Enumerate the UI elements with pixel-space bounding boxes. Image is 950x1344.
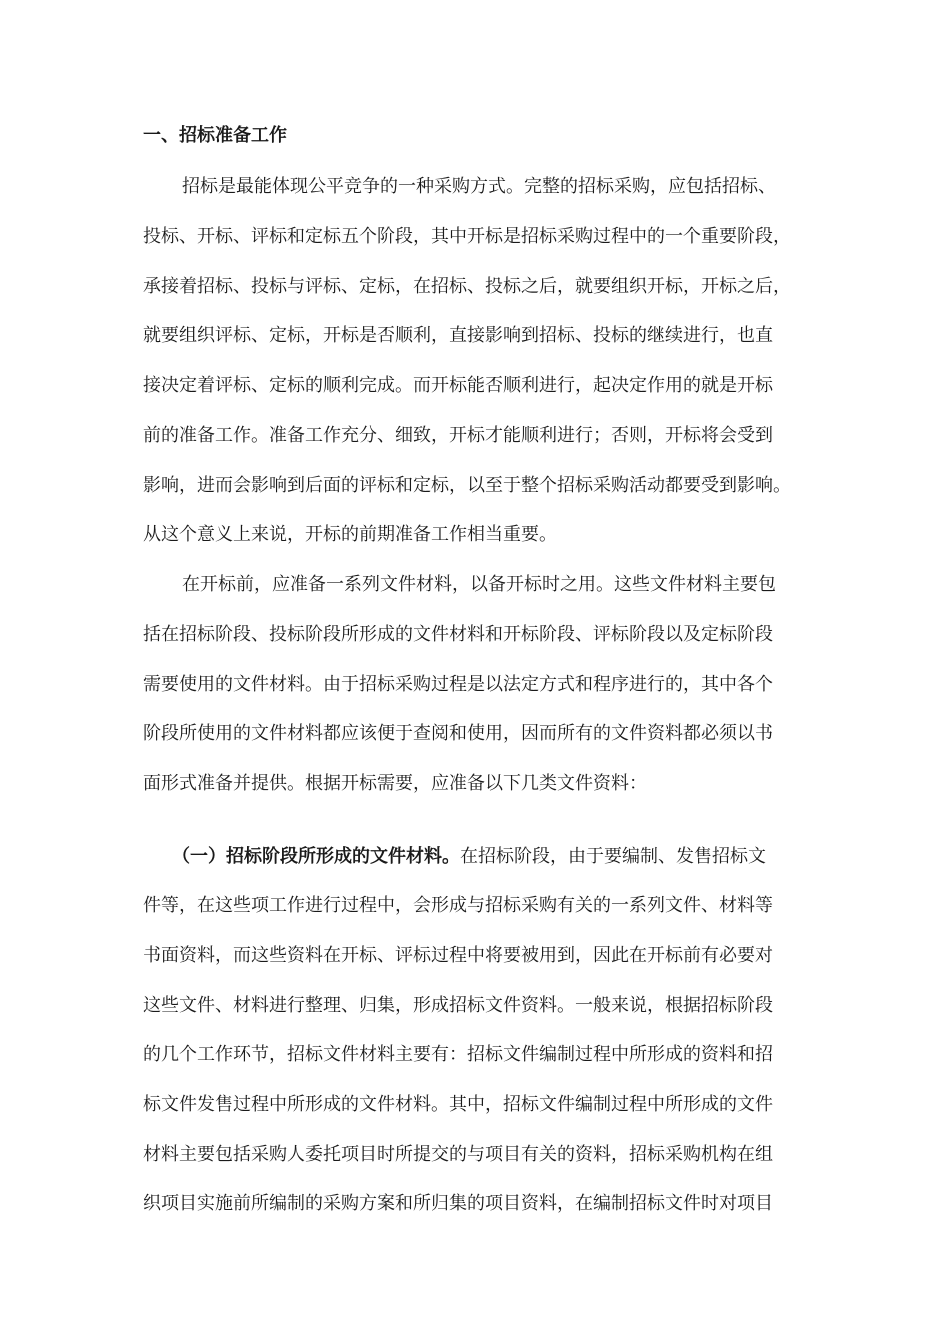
paragraph-line: 影响，进而会影响到后面的评标和定标，以至于整个招标采购活动都要受到影响。 — [143, 475, 791, 496]
paragraph-line: 这些文件、材料进行整理、归集，形成招标文件资料。一般来说，根据招标阶段 — [143, 995, 773, 1016]
paragraph-line: 件等，在这些项工作进行过程中，会形成与招标采购有关的一系列文件、材料等 — [143, 895, 773, 916]
paragraph-line: 从这个意义上来说，开标的前期准备工作相当重要。 — [143, 524, 557, 545]
paragraph-line: 接决定着评标、定标的顺利完成。而开标能否顺利进行，起决定作用的就是开标 — [143, 375, 773, 396]
paragraph-line: 织项目实施前所编制的采购方案和所归集的项目资料，在编制招标文件时对项目 — [143, 1193, 773, 1214]
paragraph-line: 标文件发售过程中所形成的文件材料。其中，招标文件编制过程中所形成的文件 — [143, 1094, 773, 1115]
paragraph-line: 书面资料，而这些资料在开标、评标过程中将要被用到，因此在开标前有必要对 — [143, 945, 773, 966]
paragraph-line: 面形式准备并提供。根据开标需要，应准备以下几类文件资料： — [143, 773, 647, 794]
paragraph-line: 括在招标阶段、投标阶段所形成的文件材料和开标阶段、评标阶段以及定标阶段 — [143, 624, 773, 645]
paragraph-line: 在开标前，应准备一系列文件材料，以备开标时之用。这些文件材料主要包 — [182, 574, 776, 595]
section-title: 一、招标准备工作 — [143, 125, 287, 146]
paragraph-line: 投标、开标、评标和定标五个阶段，其中开标是招标采购过程中的一个重要阶段， — [143, 226, 791, 247]
subsection-heading: （一）招标阶段所形成的文件材料。 — [172, 846, 460, 867]
paragraph-line: 阶段所使用的文件材料都应该便于查阅和使用，因而所有的文件资料都必须以书 — [143, 723, 773, 744]
paragraph-line: 前的准备工作。准备工作充分、细致，开标才能顺利进行；否则，开标将会受到 — [143, 425, 773, 446]
paragraph-first-line — [172, 845, 766, 869]
paragraph-text: 在招标阶段，由于要编制、发售招标文 — [460, 846, 766, 867]
paragraph-line: 招标是最能体现公平竞争的一种采购方式。完整的招标采购，应包括招标、 — [182, 176, 776, 197]
paragraph-line: 就要组织评标、定标，开标是否顺利，直接影响到招标、投标的继续进行，也直 — [143, 325, 773, 346]
paragraph-line: 需要使用的文件材料。由于招标采购过程是以法定方式和程序进行的，其中各个 — [143, 674, 773, 695]
paragraph-line: 材料主要包括采购人委托项目时所提交的与项目有关的资料，招标采购机构在组 — [143, 1144, 773, 1165]
paragraph-line: 的几个工作环节，招标文件材料主要有：招标文件编制过程中所形成的资料和招 — [143, 1044, 773, 1065]
paragraph-line: 承接着招标、投标与评标、定标，在招标、投标之后，就要组织开标，开标之后， — [143, 276, 791, 297]
